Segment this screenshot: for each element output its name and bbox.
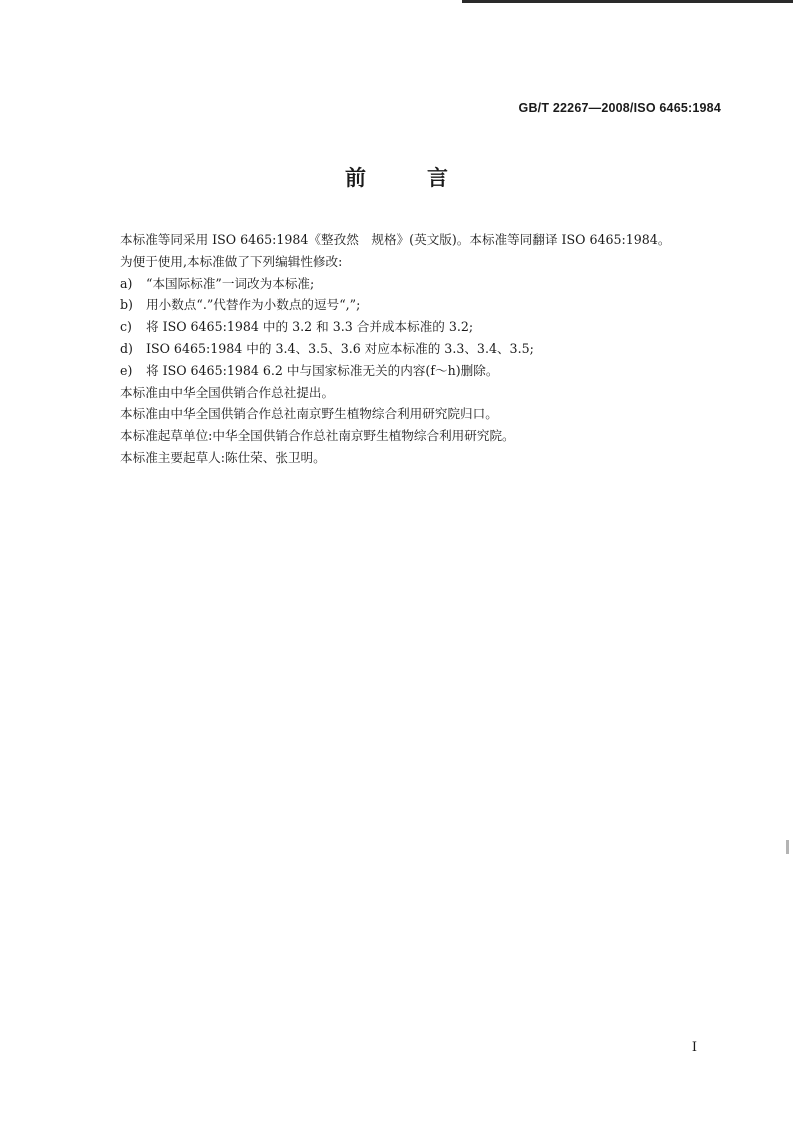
list-marker: e) — [120, 362, 133, 378]
standard-code-header: GB/T 22267—2008/ISO 6465:1984 — [518, 101, 721, 115]
list-marker: a) — [120, 275, 133, 291]
list-marker: c) — [120, 319, 132, 335]
paragraph-proposer: 本标准由中华全国供销合作总社提出。 — [120, 384, 335, 400]
foreword-body — [120, 229, 730, 469]
list-marker: b) — [120, 297, 133, 313]
page-title: 前 言 — [345, 166, 468, 190]
list-marker: d) — [120, 340, 133, 356]
list-item-text: 将 ISO 6465:1984 6.2 中与国家标准无关的内容(f～h)删除。 — [146, 362, 499, 378]
list-item-text: ISO 6465:1984 中的 3.4、3.5、3.6 对应本标准的 3.3、3.4、3.5; — [146, 340, 534, 356]
list-item-d — [120, 338, 730, 360]
list-item-e — [120, 360, 730, 382]
paragraph-modifications-intro: 为便于使用,本标准做了下列编辑性修改: — [120, 253, 343, 269]
list-item-c — [120, 316, 730, 338]
list-item-b — [120, 294, 730, 316]
scan-artifact — [786, 840, 789, 854]
list-item-text: 将 ISO 6465:1984 中的 3.2 和 3.3 合并成本标准的 3.2; — [146, 319, 474, 335]
top-border-line — [462, 0, 793, 3]
list-item-text: “本国际标准”一词改为本标准; — [146, 275, 315, 291]
list-item-a — [120, 273, 730, 295]
paragraph-drafters: 本标准主要起草人:陈仕荣、张卫明。 — [120, 449, 326, 465]
paragraph-administrator: 本标准由中华全国供销合作总社南京野生植物综合利用研究院归口。 — [120, 406, 498, 422]
paragraph-adoption: 本标准等同采用 ISO 6465:1984《整孜然 规格》(英文版)。本标准等同翻译 ISO 6465:1984。 — [120, 232, 671, 247]
page-number: I — [691, 1040, 697, 1055]
paragraph-drafting-unit: 本标准起草单位:中华全国供销合作总社南京野生植物综合利用研究院。 — [120, 428, 515, 444]
list-item-text: 用小数点“.”代替作为小数点的逗号“,”; — [146, 297, 361, 313]
